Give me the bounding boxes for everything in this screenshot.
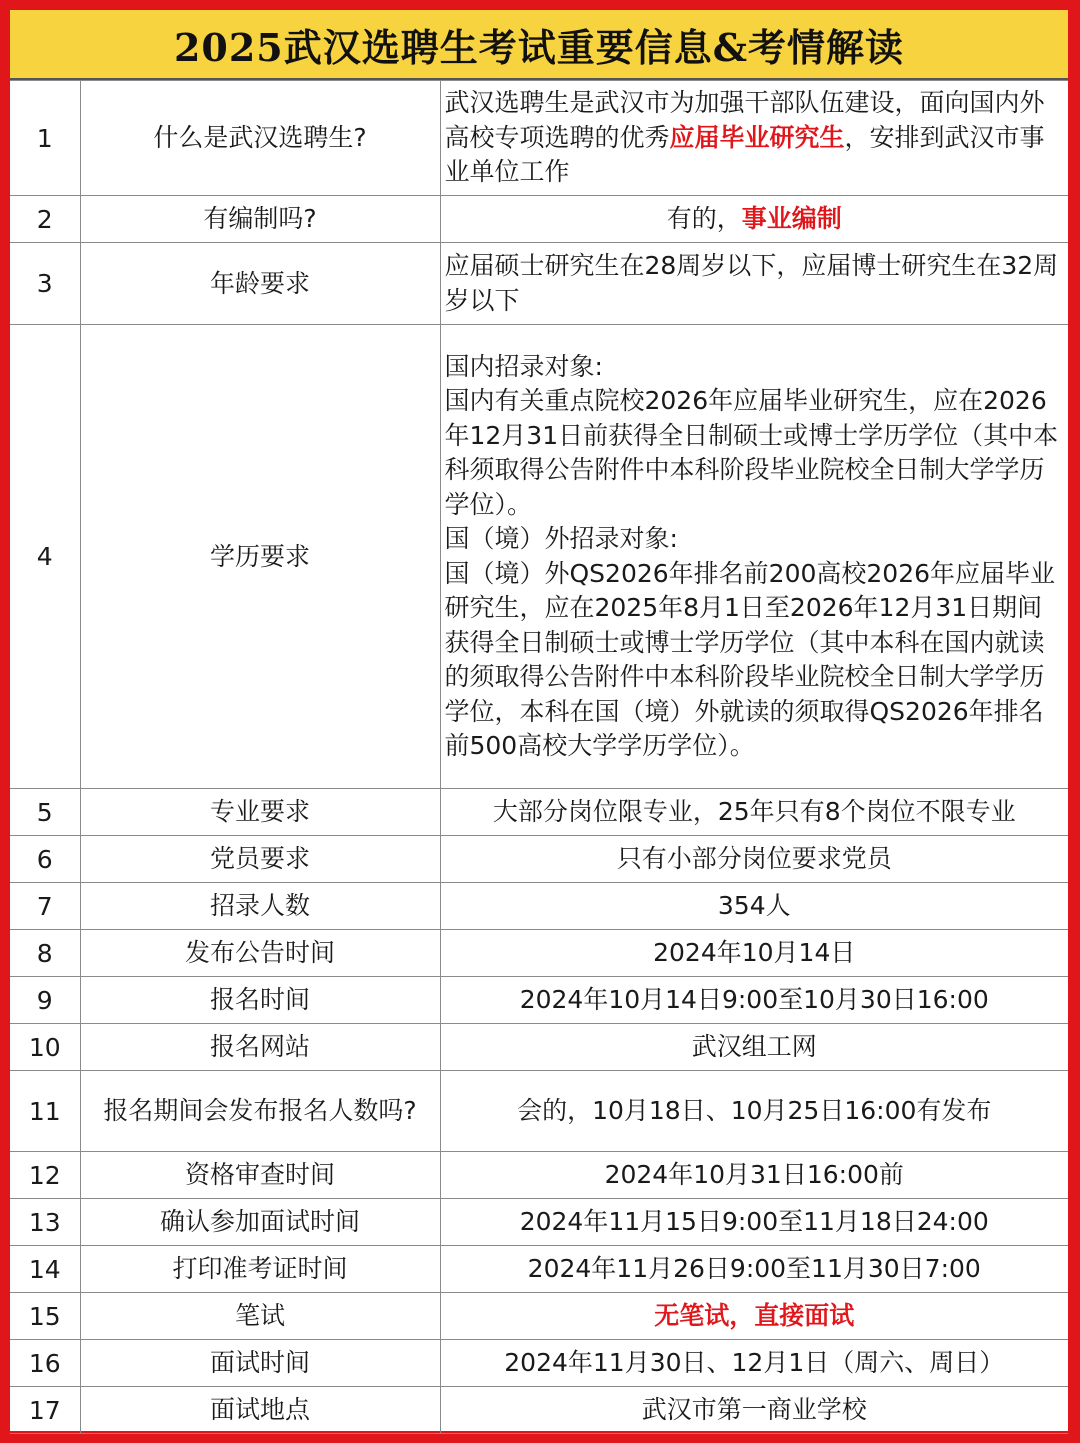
table-row <box>10 1152 1068 1199</box>
row-number: 8 <box>10 930 80 977</box>
row-item: 年龄要求 <box>80 243 440 325</box>
row-item: 什么是武汉选聘生? <box>80 81 440 196</box>
row-item: 打印准考证时间 <box>80 1246 440 1293</box>
row-number: 10 <box>10 1024 80 1071</box>
row-answer <box>440 196 1068 243</box>
answer-line: 国内招录对象: <box>444 351 603 381</box>
row-answer <box>440 81 1068 196</box>
answer-text: ，安排到武汉市事业单位工作 <box>444 122 1045 187</box>
row-answer <box>440 1293 1068 1340</box>
table-row <box>10 81 1068 196</box>
row-answer: 只有小部分岗位要求党员 <box>440 836 1068 883</box>
row-number: 16 <box>10 1340 80 1387</box>
info-table <box>10 80 1068 1434</box>
answer-line: 国（境）外QS2026年排名前200高校2026年应届毕业研究生，应在2025年8月1日至2026年12月31日期间获得全日制硕士或博士学历学位（其中本科在国内就读的须取得公告附件中本科阶段毕业院校全日制大学学历学位，本科在国（境）外就读的须取得QS2026年排名前500高校大学学历学位）。 <box>444 558 1056 760</box>
row-number: 7 <box>10 883 80 930</box>
row-item: 确认参加面试时间 <box>80 1199 440 1246</box>
table-row <box>10 1293 1068 1340</box>
table-row <box>10 836 1068 883</box>
row-number: 17 <box>10 1387 80 1434</box>
row-item: 面试时间 <box>80 1340 440 1387</box>
title-bar <box>10 10 1068 80</box>
row-answer: 会的，10月18日、10月25日16:00有发布 <box>440 1071 1068 1152</box>
table-row <box>10 1340 1068 1387</box>
row-number: 9 <box>10 977 80 1024</box>
table-row <box>10 930 1068 977</box>
table-row <box>10 196 1068 243</box>
table-row <box>10 1387 1068 1434</box>
row-answer: 2024年10月14日9:00至10月30日16:00 <box>440 977 1068 1024</box>
row-number: 2 <box>10 196 80 243</box>
table-row <box>10 789 1068 836</box>
row-number: 15 <box>10 1293 80 1340</box>
answer-line: 国（境）外招录对象: <box>444 524 678 553</box>
row-answer: 2024年11月30日、12月1日（周六、周日） <box>440 1340 1068 1387</box>
row-answer: 武汉组工网 <box>440 1024 1068 1071</box>
row-item: 面试地点 <box>80 1387 440 1434</box>
row-item: 报名期间会发布报名人数吗? <box>80 1071 440 1152</box>
row-item: 党员要求 <box>80 836 440 883</box>
row-number: 4 <box>10 325 80 789</box>
row-answer: 2024年10月14日 <box>440 930 1068 977</box>
row-answer: 大部分岗位限专业，25年只有8个岗位不限专业 <box>440 789 1068 836</box>
row-item: 报名网站 <box>80 1024 440 1071</box>
answer-highlight: 无笔试，直接面试 <box>654 1300 855 1330</box>
table-row <box>10 1199 1068 1246</box>
row-item: 报名时间 <box>80 977 440 1024</box>
answer-text: 武汉选聘生是武汉市为加强干部队伍建设，面向国内外高校专项选聘的优秀 <box>444 88 1045 152</box>
row-item: 笔试 <box>80 1293 440 1340</box>
row-number: 6 <box>10 836 80 883</box>
row-number: 13 <box>10 1199 80 1246</box>
row-item: 招录人数 <box>80 883 440 930</box>
row-number: 3 <box>10 243 80 325</box>
row-number: 1 <box>10 81 80 196</box>
table-row <box>10 1246 1068 1293</box>
row-number: 5 <box>10 789 80 836</box>
row-answer <box>440 325 1068 789</box>
row-item: 学历要求 <box>80 325 440 789</box>
table-row <box>10 883 1068 930</box>
table-row <box>10 977 1068 1024</box>
row-number: 11 <box>10 1071 80 1152</box>
row-item: 资格审查时间 <box>80 1152 440 1199</box>
page-frame <box>10 10 1068 1431</box>
row-answer: 2024年10月31日16:00前 <box>440 1152 1068 1199</box>
answer-text: 有的， <box>666 203 742 233</box>
row-answer: 2024年11月15日9:00至11月18日24:00 <box>440 1199 1068 1246</box>
page-title: 2025武汉选聘生考试重要信息&考情解读 <box>173 24 905 70</box>
table-row <box>10 1024 1068 1071</box>
row-item: 有编制吗? <box>80 196 440 243</box>
row-answer: 354人 <box>440 883 1068 930</box>
row-item: 专业要求 <box>80 789 440 836</box>
row-number: 14 <box>10 1246 80 1293</box>
table-row <box>10 243 1068 325</box>
row-number: 12 <box>10 1152 80 1199</box>
answer-line: 国内有关重点院校2026年应届毕业研究生，应在2026年12月31日前获得全日制硕士或博士学历学位（其中本科须取得公告附件中本科阶段毕业院校全日制大学学历学位）。 <box>444 386 1059 519</box>
row-answer: 2024年11月26日9:00至11月30日7:00 <box>440 1246 1068 1293</box>
answer-highlight: 应届毕业研究生 <box>669 122 845 152</box>
row-item: 发布公告时间 <box>80 930 440 977</box>
row-answer: 应届硕士研究生在28周岁以下，应届博士研究生在32周岁以下 <box>440 243 1068 325</box>
answer-highlight: 事业编制 <box>741 203 842 233</box>
table-row <box>10 1071 1068 1152</box>
table-row <box>10 325 1068 789</box>
row-answer: 武汉市第一商业学校 <box>440 1387 1068 1434</box>
